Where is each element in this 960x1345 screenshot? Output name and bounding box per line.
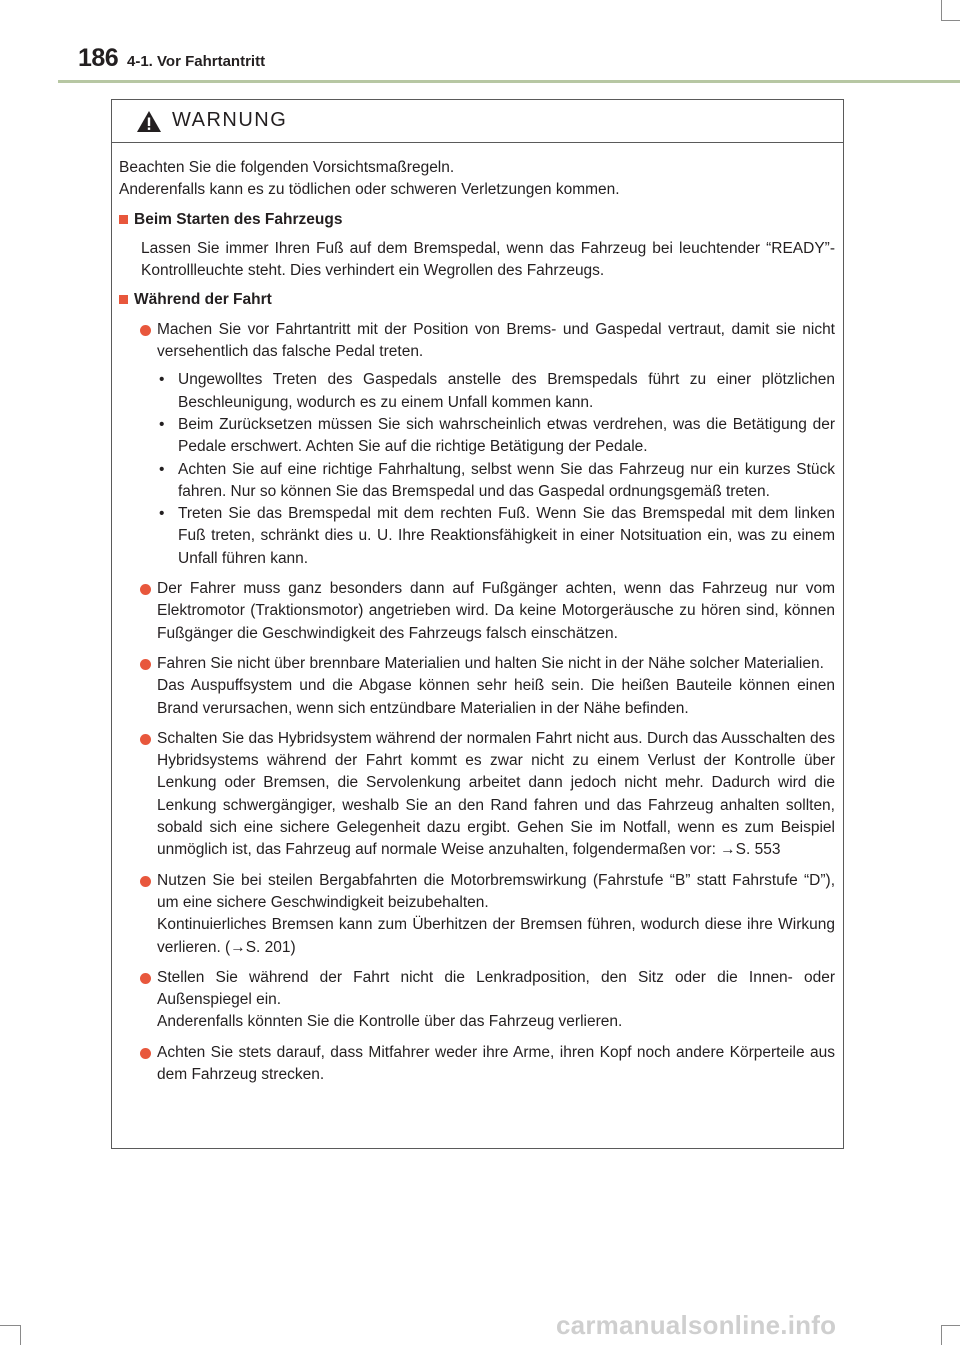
header-rule (58, 80, 960, 83)
square-bullet-icon (119, 295, 128, 304)
intro-line: Beachten Sie die folgenden Vorsichtsmaßregeln. (119, 159, 455, 176)
circle-bullet-icon (140, 973, 151, 984)
sub-list-item: • Treten Sie das Bremspedal mit dem rechten Fuß. Wenn Sie das Bremspedal mit dem linken Fuß treten, schränkt dies u. U. Ihre Reaktionsfähigkeit in einer Notsituation ein, was zu einem Unfall führen kann. (157, 503, 835, 570)
circle-bullet-icon (140, 1048, 151, 1059)
warning-body (112, 143, 843, 1086)
list-item (140, 728, 835, 862)
section-heading (119, 209, 835, 231)
crop-mark (0, 1325, 20, 1326)
list-item (140, 578, 835, 645)
circle-bullet-icon (140, 325, 151, 336)
item-text: Der Fahrer muss ganz besonders dann auf Fußgänger achten, wenn das Fahrzeug nur vom Elektromotor (Traktionsmotor) angetrieben wird. Da keine Motorgeräusche zu hören sind, können Fußgänger die Geschwindigkeit des Fahrzeugs falsch einschätzen. (157, 580, 835, 642)
list-item (140, 319, 835, 570)
intro-line: Anderenfalls kann es zu tödlichen oder schweren Verletzungen kommen. (119, 181, 620, 199)
item-text: Fahren Sie nicht über brennbare Materialien und halten Sie nicht in der Nähe solcher Materialien. (157, 654, 824, 672)
warning-title: WARNUNG (172, 109, 288, 131)
circle-bullet-icon (140, 876, 151, 887)
page-number: 186 (78, 44, 119, 72)
dot-bullet-icon: • (159, 371, 165, 389)
crop-mark (941, 20, 960, 21)
item-text: Anderenfalls könnten Sie die Kontrolle über das Fahrzeug verlieren. (157, 1013, 623, 1031)
item-text: Schalten Sie das Hybridsystem während der normalen Fahrt nicht aus. Durch das Ausschalten des Hybridsystems während der Fahrt kommt es zwar nicht zu einem Verlust der Kontrolle über Lenkung oder Bremsen, die Servolenkung arbeitet dann jedoch nicht mehr. Dadurch wird die Lenkung schwergängiger, weshalb Sie an den Rand fahren und das Fahrzeug anhalten sollten, sobald sich eine sichere Gelegenheit dazu ergibt. Gehen Sie im Notfall, wenn es zum Beispiel unmöglich ist, das Fahrzeug auf normale Weise anzuhalten, folgendermaßen vor: →S. 553 (157, 729, 835, 859)
sub-list (157, 369, 835, 570)
section-title: 4-1. Vor Fahrtantritt (127, 53, 266, 70)
item-text: Kontinuierliches Bremsen kann zum Überhitzen der Bremsen führen, wodurch diese ihre Wirkung verlieren. (→S. 201) (157, 916, 835, 956)
crop-mark (941, 1325, 942, 1345)
sub-list-item: • Achten Sie auf eine richtige Fahrhaltung, selbst wenn Sie das Fahrzeug nur ein kurzes Stück fahren. Nur so können Sie das Bremspedal und das Gaspedal ordnungsgemäß treten. (157, 459, 835, 504)
crop-mark (941, 1325, 960, 1326)
circle-bullet-icon (140, 659, 151, 670)
circle-bullet-icon (140, 584, 151, 595)
watermark[interactable]: carmanualsonline.info (556, 1310, 837, 1340)
warning-box (111, 99, 844, 1149)
crop-mark (20, 1325, 21, 1345)
list-item (140, 870, 835, 959)
section-heading (119, 289, 835, 311)
crop-mark (941, 0, 942, 20)
section-heading-text: Beim Starten des Fahrzeugs (134, 210, 343, 228)
item-text: Das Auspuffsystem und die Abgase können sehr heiß sein. Die heißen Bauteile können einen Brand verursachen, wenn sich entzündbare Materialien in der Nähe befinden. (157, 677, 835, 717)
item-text: Achten Sie stets darauf, dass Mitfahrer weder ihre Arme, ihren Kopf noch andere Körperteile aus dem Fahrzeug strecken. (157, 1043, 835, 1083)
item-text: Machen Sie vor Fahrtantritt mit der Position von Brems- und Gaspedal vertraut, damit sie nicht versehentlich das falsche Pedal treten. (157, 320, 835, 361)
dot-bullet-icon: • (159, 460, 165, 478)
item-text: Stellen Sie während der Fahrt nicht die Lenkradposition, den Sitz oder die Innen- oder Außenspiegel ein. (157, 968, 835, 1009)
warning-header (112, 100, 843, 143)
section-text: Lassen Sie immer Ihren Fuß auf dem Bremspedal, wenn das Fahrzeug bei leuchtender “READY”-Kontrollleuchte steht. Dies verhindert ein Wegrollen des Fahrzeugs. (141, 239, 835, 280)
warning-intro (119, 157, 835, 202)
dot-bullet-icon: • (159, 415, 165, 433)
sub-list-item: • Beim Zurücksetzen müssen Sie sich wahrscheinlich etwas verdrehen, was die Betätigung der Pedale erschwert. Achten Sie auf die richtige Betätigung der Pedale. (157, 414, 835, 459)
dot-bullet-icon: • (159, 505, 165, 523)
square-bullet-icon (119, 215, 128, 224)
list-item (140, 967, 835, 1034)
list-item (140, 653, 835, 720)
circle-bullet-icon (140, 734, 151, 745)
sub-list-item: • Ungewolltes Treten des Gaspedals anstelle des Bremspedals führt zu einer plötzlichen Beschleunigung, wodurch es zu einem Unfall kommen kann. (157, 369, 835, 414)
item-text: Nutzen Sie bei steilen Bergabfahrten die Motorbremswirkung (Fahrstufe “B” statt Fahrstufe “D”), um eine sichere Geschwindigkeit beizubehalten. (157, 871, 835, 911)
section-heading-text: Während der Fahrt (134, 291, 272, 309)
warning-triangle-icon (136, 110, 162, 133)
list-item (140, 1042, 835, 1087)
